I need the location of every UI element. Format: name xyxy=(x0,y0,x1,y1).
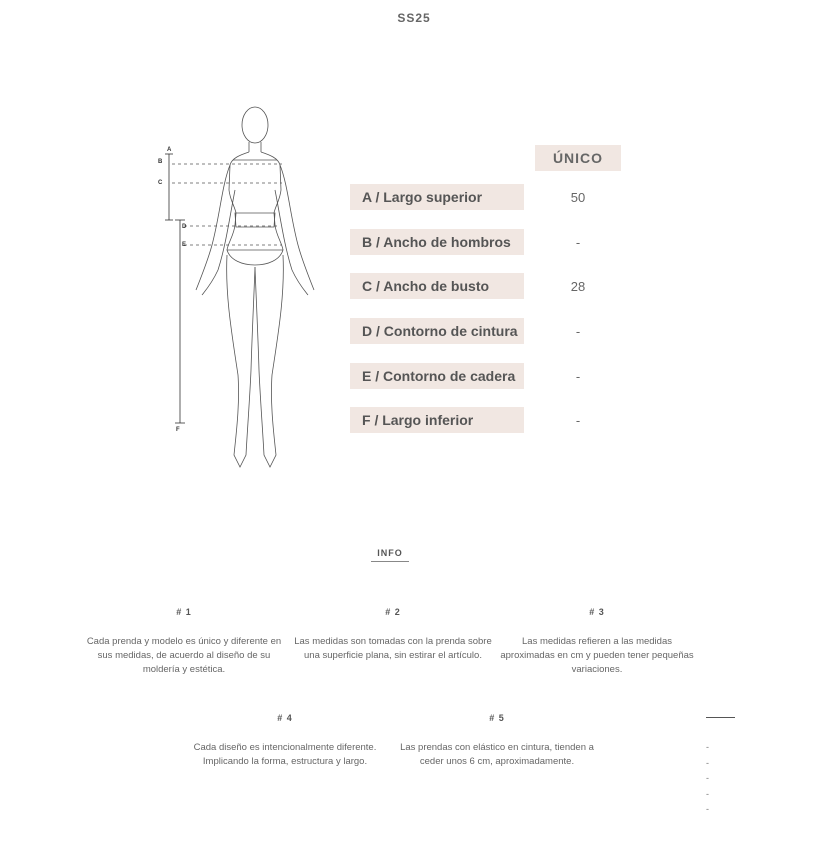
side-list-item: - xyxy=(706,742,709,752)
season-title: SS25 xyxy=(397,11,431,25)
note-number: # 5 xyxy=(489,713,505,723)
marker-d: D xyxy=(182,224,187,230)
side-list-item: - xyxy=(706,804,709,814)
note-text: Cada diseño es intencionalmente diferente. Implicando la forma, estructura y largo. xyxy=(193,742,377,767)
note-number: # 2 xyxy=(385,607,401,617)
side-list-item: - xyxy=(706,788,709,799)
marker-a: A xyxy=(167,147,172,153)
info-note-4 xyxy=(185,713,385,769)
measurement-value: - xyxy=(575,412,581,428)
body-measurement-figure xyxy=(150,95,330,475)
side-divider xyxy=(706,717,735,718)
side-list-item: - xyxy=(706,773,709,783)
measurement-row-e xyxy=(350,363,622,389)
note-text: Las medidas refieren a las medidas aproximadas en cm y pueden tener pequeñas variaciones. xyxy=(500,636,694,675)
size-column-header: ÚNICO xyxy=(535,145,621,171)
measurement-row-c xyxy=(350,273,622,299)
measurement-row-d xyxy=(350,318,622,344)
marker-e: E xyxy=(182,242,187,248)
marker-b: B xyxy=(158,159,163,165)
measurement-value: - xyxy=(575,234,581,250)
info-note-2 xyxy=(293,607,493,663)
measurement-row-f xyxy=(350,407,622,433)
note-text: Cada prenda y modelo es único y diferente en sus medidas, de acuerdo al diseño de su moldería y estética. xyxy=(86,636,282,675)
note-number: # 3 xyxy=(589,607,605,617)
info-heading: INFO xyxy=(371,548,409,562)
note-text: Las medidas son tomadas con la prenda sobre una superficie plana, sin estirar el artículo. xyxy=(294,636,492,661)
measurement-value: 50 xyxy=(570,189,586,205)
measurement-value: - xyxy=(575,368,581,384)
measurement-row-a xyxy=(350,184,622,210)
info-note-3 xyxy=(497,607,697,677)
side-list-item: - xyxy=(706,757,709,768)
measurement-value: 28 xyxy=(570,278,586,294)
marker-c: C xyxy=(158,180,163,186)
info-note-1 xyxy=(84,607,284,677)
note-text: Las prendas con elástico en cintura, tienden a ceder unos 6 cm, aproximadamente. xyxy=(400,742,594,767)
measurement-label: C / Ancho de busto xyxy=(350,273,524,299)
measurement-row-b xyxy=(350,229,622,255)
note-number: # 4 xyxy=(277,713,293,723)
measurement-label: E / Contorno de cadera xyxy=(350,363,524,389)
measurement-label: D / Contorno de cintura xyxy=(350,318,524,344)
marker-f: F xyxy=(176,427,180,433)
measurement-label: F / Largo inferior xyxy=(350,407,524,433)
side-list xyxy=(706,740,726,818)
measurement-label: B / Ancho de hombros xyxy=(350,229,524,255)
info-note-5 xyxy=(397,713,597,769)
note-number: # 1 xyxy=(176,607,192,617)
measurement-label: A / Largo superior xyxy=(350,184,524,210)
measurement-value: - xyxy=(575,323,581,339)
